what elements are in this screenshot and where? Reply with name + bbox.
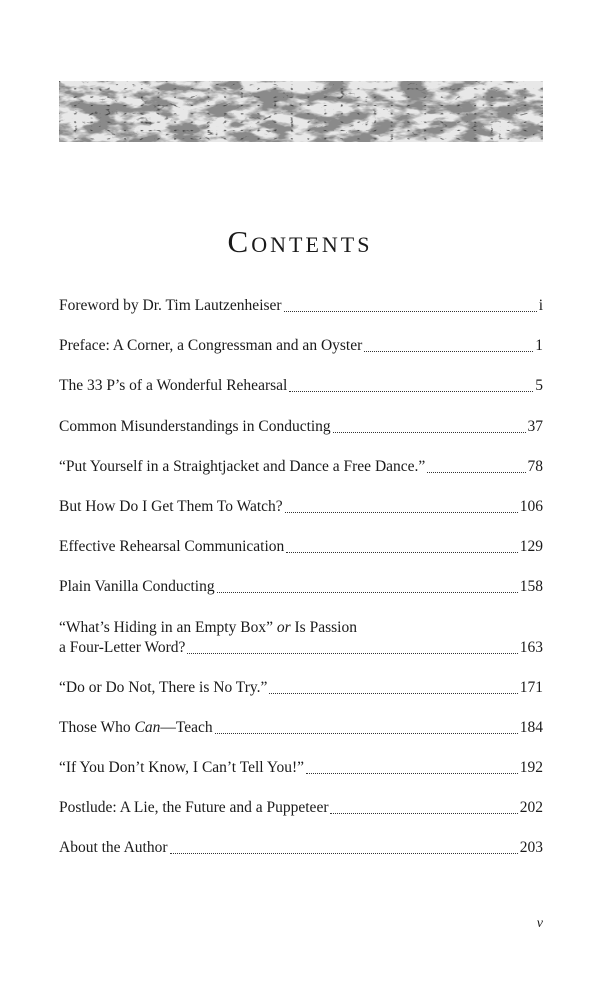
toc-entry-page: 106 xyxy=(519,497,543,515)
toc-entry-page: 184 xyxy=(519,718,543,736)
dot-leader xyxy=(364,350,533,352)
toc-entry[interactable] xyxy=(59,618,543,658)
dot-leader xyxy=(284,310,537,312)
toc-entry[interactable] xyxy=(59,296,543,316)
toc-entry-page: 202 xyxy=(519,799,543,817)
toc-entry-title: Preface: A Corner, a Congressman and an Oyster xyxy=(59,337,363,355)
toc-entry-title-line1: “What’s Hiding in an Empty Box” or Is Passion xyxy=(59,618,357,636)
toc-entry[interactable] xyxy=(59,457,543,477)
toc-entry-title: But How Do I Get Them To Watch? xyxy=(59,497,283,515)
toc-entry-page: 171 xyxy=(519,678,543,696)
dot-leader xyxy=(306,772,518,774)
toc-entry-title: Foreword by Dr. Tim Lautzenheiser xyxy=(59,297,282,314)
toc-entry-page: 203 xyxy=(519,839,543,857)
toc-entry-page: 158 xyxy=(519,578,543,596)
toc-entry-title xyxy=(59,618,543,658)
toc-entry[interactable] xyxy=(59,838,543,858)
toc-entry[interactable] xyxy=(59,678,543,698)
dot-leader xyxy=(330,812,517,814)
toc-entry[interactable] xyxy=(59,376,543,396)
toc-entry-title: “Put Yourself in a Straightjacket and Dance a Free Dance.” xyxy=(59,457,426,475)
toc-entry-page: 129 xyxy=(519,538,543,556)
toc-entry[interactable] xyxy=(59,336,543,356)
toc-entry-page: i xyxy=(538,297,543,314)
dot-leader xyxy=(289,390,533,392)
toc-entry-title: “If You Don’t Know, I Can’t Tell You!” xyxy=(59,759,305,777)
toc-entry-page: 37 xyxy=(527,417,543,435)
dot-leader xyxy=(427,471,525,473)
toc-entry[interactable] xyxy=(59,718,543,738)
toc-entry[interactable] xyxy=(59,497,543,517)
dot-leader xyxy=(333,431,526,433)
toc-entry[interactable] xyxy=(59,537,543,557)
toc-entry[interactable] xyxy=(59,417,543,437)
toc-entry-page: 163 xyxy=(519,638,543,656)
toc-entry-title: Plain Vanilla Conducting xyxy=(59,578,215,596)
dot-leader xyxy=(170,852,518,854)
toc-entry-page: 1 xyxy=(535,337,543,355)
toc-entry-page: 192 xyxy=(519,759,543,777)
toc-entry-title: Common Misunderstandings in Conducting xyxy=(59,417,331,435)
toc-entry-title-line2: a Four-Letter Word? 163 xyxy=(59,638,543,656)
toc-entry[interactable] xyxy=(59,798,543,818)
page-folio: v xyxy=(536,916,543,931)
toc-entry-page: 78 xyxy=(527,457,543,475)
toc-entry-title: Those Who Can—Teach xyxy=(59,718,213,736)
dot-leader xyxy=(269,692,517,694)
dot-leader xyxy=(285,511,518,513)
dot-leader xyxy=(286,551,518,553)
marble-texture xyxy=(59,81,543,142)
decorative-marble-banner xyxy=(59,81,543,142)
table-of-contents xyxy=(59,296,543,879)
toc-entry-title: About the Author xyxy=(59,839,168,857)
dot-leader xyxy=(187,652,517,654)
toc-entry-title: “Do or Do Not, There is No Try.” xyxy=(59,678,268,696)
dot-leader xyxy=(215,732,518,734)
toc-entry-title: Effective Rehearsal Communication xyxy=(59,538,285,556)
toc-entry[interactable] xyxy=(59,758,543,778)
contents-heading: Contents xyxy=(227,224,373,259)
toc-entry[interactable] xyxy=(59,577,543,597)
dot-leader xyxy=(217,591,518,593)
toc-entry-page: 5 xyxy=(535,377,543,395)
toc-entry-title: Postlude: A Lie, the Future and a Puppeteer xyxy=(59,799,329,817)
toc-entry-title: The 33 P’s of a Wonderful Rehearsal xyxy=(59,377,288,395)
